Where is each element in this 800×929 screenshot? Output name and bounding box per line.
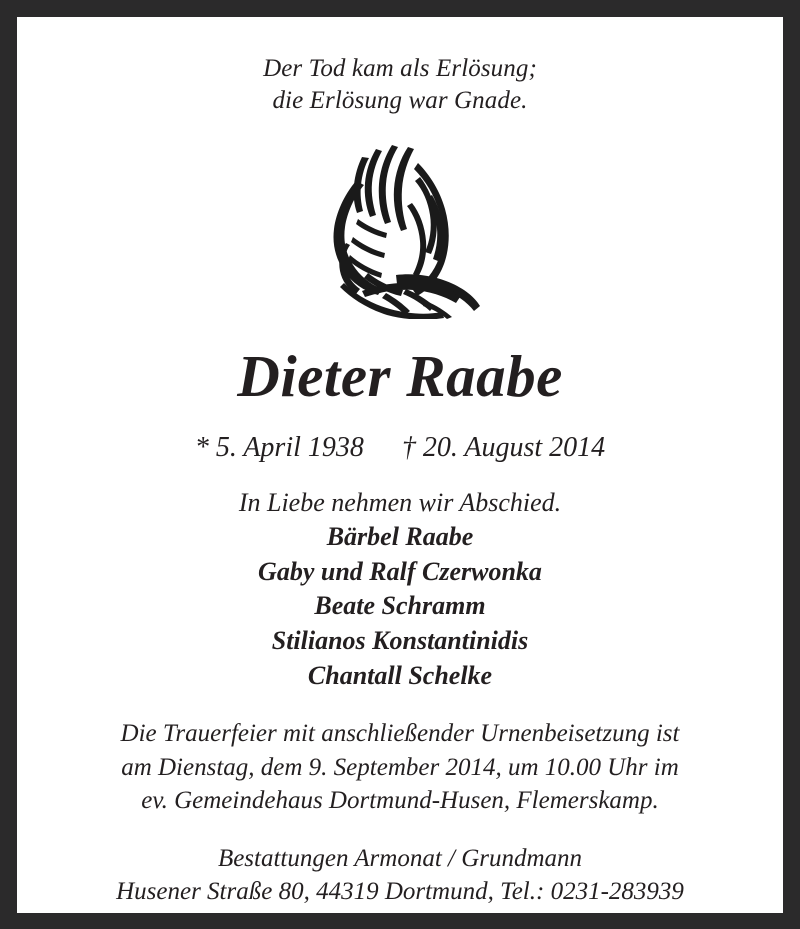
funeral-home (116, 842, 684, 909)
service-line-3: ev. Gemeindehaus Dortmund-Husen, Flemerskamp. (141, 787, 659, 815)
mourner-name: Stilianos Konstantinidis (271, 626, 529, 656)
service-line-2: am Dienstag, dem 9. September 2014, um 10.00 Uhr im (121, 753, 679, 781)
life-dates (195, 432, 605, 464)
mourner-name: Bärbel Raabe (326, 522, 474, 552)
mourners-intro: In Liebe nehmen wir Abschied. (238, 488, 562, 517)
funeral-home-address: Husener Straße 80, 44319 Dortmund, Tel.: 0231-283939 (116, 878, 684, 906)
deceased-name: Dieter Raabe (237, 343, 563, 409)
mourner-name: Gaby und Ralf Czerwonka (258, 556, 542, 586)
epigraph (263, 53, 537, 117)
service-details (42, 717, 758, 818)
mourners-block (239, 486, 561, 693)
death-date: 20. August 2014 (422, 432, 606, 463)
mourner-name: Chantall Schelke (307, 660, 493, 690)
obituary-card (17, 17, 783, 913)
service-line-1: Die Trauerfeier mit anschließender Urnenbeisetzung ist (120, 720, 680, 748)
death-symbol: † (401, 432, 416, 463)
birth-date: 5. April 1938 (215, 432, 364, 463)
birth-symbol: * (194, 432, 209, 463)
epigraph-line-2: die Erlösung war Gnade. (272, 87, 528, 114)
praying-hands-icon (300, 133, 500, 319)
epigraph-line-1: Der Tod kam als Erlösung; (263, 55, 537, 82)
funeral-home-name: Bestattungen Armonat / Grundmann (217, 844, 583, 872)
mourner-name: Beate Schramm (314, 591, 486, 621)
